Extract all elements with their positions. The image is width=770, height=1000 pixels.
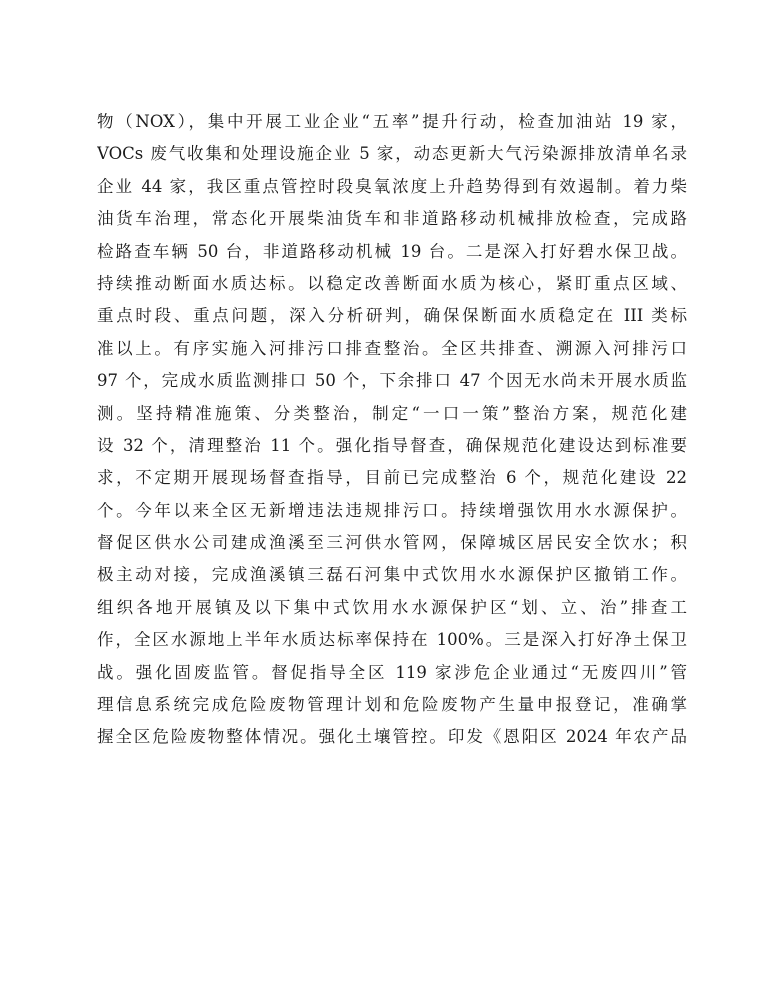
text-line: 个。今年以来全区无新增违法违规排污口。持续增强饮用水水源保护。	[97, 500, 687, 520]
text-line: 油货车治理，常态化开展柴油货车和非道路移动机械排放检查，完成路	[97, 209, 687, 229]
text-line: 组织各地开展镇及以下集中式饮用水水源保护区“划、立、治”排查工	[97, 597, 687, 617]
text-line: 理信息系统完成危险废物管理计划和危险废物产生量申报登记，准确掌	[97, 695, 687, 715]
text-line: 极主动对接，完成渔溪镇三磊石河集中式饮用水水源保护区撤销工作。	[97, 565, 687, 585]
text-line: 测。坚持精准施策、分类整治，制定“一口一策”整治方案，规范化建	[97, 403, 687, 423]
text-line: 97 个，完成水质监测排口 50 个，下余排口 47 个因无水尚未开展水质监	[97, 371, 687, 391]
text-line: 重点时段、重点问题，深入分析研判，确保保断面水质稳定在 III 类标	[97, 306, 687, 326]
body-paragraph	[97, 106, 687, 754]
text-line: 督促区供水公司建成渔溪至三河供水管网，保障城区居民安全饮水；积	[97, 533, 687, 553]
text-line: 战。强化固废监管。督促指导全区 119 家涉危企业通过“无废四川”管	[97, 662, 687, 682]
text-line: VOCs 废气收集和处理设施企业 5 家，动态更新大气污染源排放清单名录	[97, 144, 687, 164]
text-line: 作，全区水源地上半年水质达标率保持在 100%。三是深入打好净土保卫	[97, 630, 687, 650]
text-line: 物（NOX），集中开展工业企业“五率”提升行动，检查加油站 19 家，	[97, 112, 687, 131]
text-line: 求，不定期开展现场督查指导，目前已完成整治 6 个，规范化建设 22	[97, 468, 687, 488]
text-line: 握全区危险废物整体情况。强化土壤管控。印发《恩阳区 2024 年农产品	[97, 727, 687, 747]
text-line: 持续推动断面水质达标。以稳定改善断面水质为核心，紧盯重点区域、	[97, 273, 687, 293]
text-line: 准以上。有序实施入河排污口排查整治。全区共排查、溯源入河排污口	[97, 338, 687, 358]
text-line: 检路查车辆 50 台，非道路移动机械 19 台。二是深入打好碧水保卫战。	[97, 241, 687, 261]
text-line: 企业 44 家，我区重点管控时段臭氧浓度上升趋势得到有效遏制。着力柴	[97, 176, 687, 196]
text-line: 设 32 个，清理整治 11 个。强化指导督查，确保规范化建设达到标准要	[97, 435, 687, 455]
